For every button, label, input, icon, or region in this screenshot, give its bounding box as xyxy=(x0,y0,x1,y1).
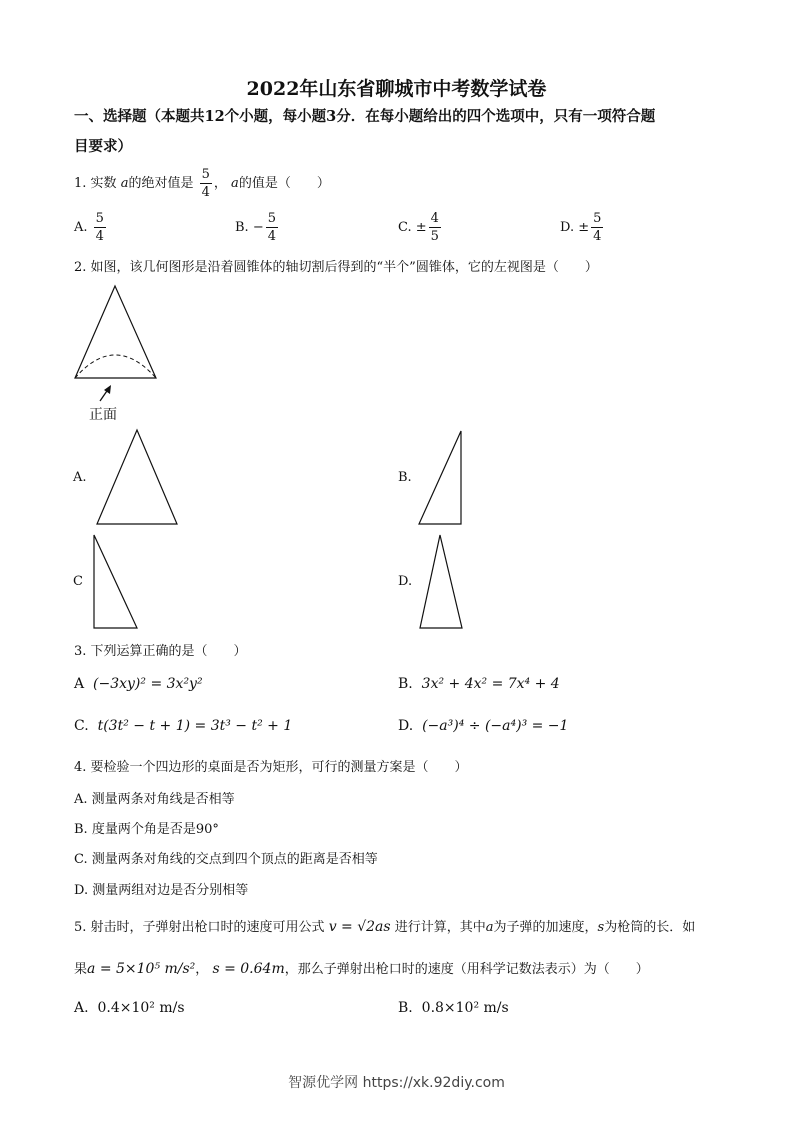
q5-option-a[interactable]: A. 0.4×10² m/s xyxy=(74,1000,185,1016)
section-heading xyxy=(74,102,734,162)
q4-option-a[interactable]: A. 测量两条对角线是否相等 xyxy=(74,792,235,807)
q1-mid: 的绝对值是 xyxy=(128,176,194,191)
q2-option-a-label[interactable]: A. xyxy=(73,470,87,485)
q2-option-b-label[interactable]: B. xyxy=(398,470,412,485)
q3-option-d[interactable]: D. (−a³)⁴ ÷ (−a⁴)³ = −1 xyxy=(398,718,569,734)
q1-prefix: 1. 实数 xyxy=(74,176,117,191)
front-label: 正面 xyxy=(89,407,117,423)
q3-option-c[interactable]: C. t(3t² − t + 1) = 3t³ − t² + 1 xyxy=(74,718,293,734)
page-title: 2022年山东省聊城市中考数学试卷 xyxy=(246,78,547,100)
question-1 xyxy=(74,168,330,199)
q2-option-c-label[interactable]: C xyxy=(73,574,83,589)
q4-option-c[interactable]: C. 测量两条对角线的交点到四个顶点的距离是否相等 xyxy=(74,852,378,867)
q1-option-b[interactable]: B. − $\frac{5}{4}$ xyxy=(235,211,277,244)
section-heading-line1: 一、选择题（本题共12个小题，每小题3分．在每小题给出的四个选项中，只有一项符合题 xyxy=(74,108,656,125)
q1-var2: a xyxy=(231,176,239,191)
q2-option-d-label[interactable]: D. xyxy=(398,574,413,589)
q3-option-b[interactable]: B. 3x² + 4x² = 7x⁴ + 4 xyxy=(398,676,560,692)
q1-suffix: 的值是（ ） xyxy=(238,176,330,191)
q2-option-d-figure[interactable] xyxy=(416,532,468,632)
q3-option-a[interactable]: A (−3xy)² = 3x²y² xyxy=(74,676,203,692)
q2-option-c-figure[interactable] xyxy=(90,532,142,632)
q4-option-b[interactable]: B. 度量两个角是否是90° xyxy=(74,822,219,837)
question-5-line1: 5. 射击时，子弹射出枪口时的速度可用公式 v = √2as 进行计算，其中a为子弹的加速度，s为枪筒的长．如 xyxy=(74,919,696,935)
acceleration-value: a = 5×10⁵ m/s² xyxy=(87,961,196,977)
question-3: 3. 下列运算正确的是（ ） xyxy=(74,644,247,659)
question-4: 4. 要检验一个四边形的桌面是否为矩形，可行的测量方案是（ ） xyxy=(74,760,468,775)
footer-watermark: 智源优学网 https://xk.92diy.com xyxy=(288,1075,505,1091)
q1-option-a[interactable]: A. $\frac{5}{4}$ xyxy=(74,211,104,244)
half-cone-figure xyxy=(70,282,170,427)
question-2: 2. 如图，该几何图形是沿着圆锥体的轴切割后得到的“半个”圆锥体，它的左视图是（ ） xyxy=(74,260,598,275)
q1-option-c[interactable]: C. ± $\frac{4}{5}$ xyxy=(398,211,439,244)
section-heading-line2: 目要求） xyxy=(74,138,132,155)
q2-option-a-figure[interactable] xyxy=(94,428,184,528)
q1-comma: ， xyxy=(213,176,227,191)
q1-fraction: $\frac{5}{4}$ xyxy=(201,167,210,200)
question-5-line2: 果a = 5×10⁵ m/s²， s = 0.64m，那么子弹射出枪口时的速度（用科学记数法表示）为（ ） xyxy=(74,961,649,977)
velocity-formula: v = √2as xyxy=(328,919,391,935)
q1-var: a xyxy=(120,176,129,191)
q4-option-d[interactable]: D. 测量两组对边是否分别相等 xyxy=(74,883,249,898)
q2-option-b-figure[interactable] xyxy=(415,428,467,528)
q1-option-d[interactable]: D. ± $\frac{5}{4}$ xyxy=(560,211,602,244)
q5-option-b[interactable]: B. 0.8×10² m/s xyxy=(398,1000,509,1016)
barrel-length-value: s = 0.64m xyxy=(212,961,285,977)
